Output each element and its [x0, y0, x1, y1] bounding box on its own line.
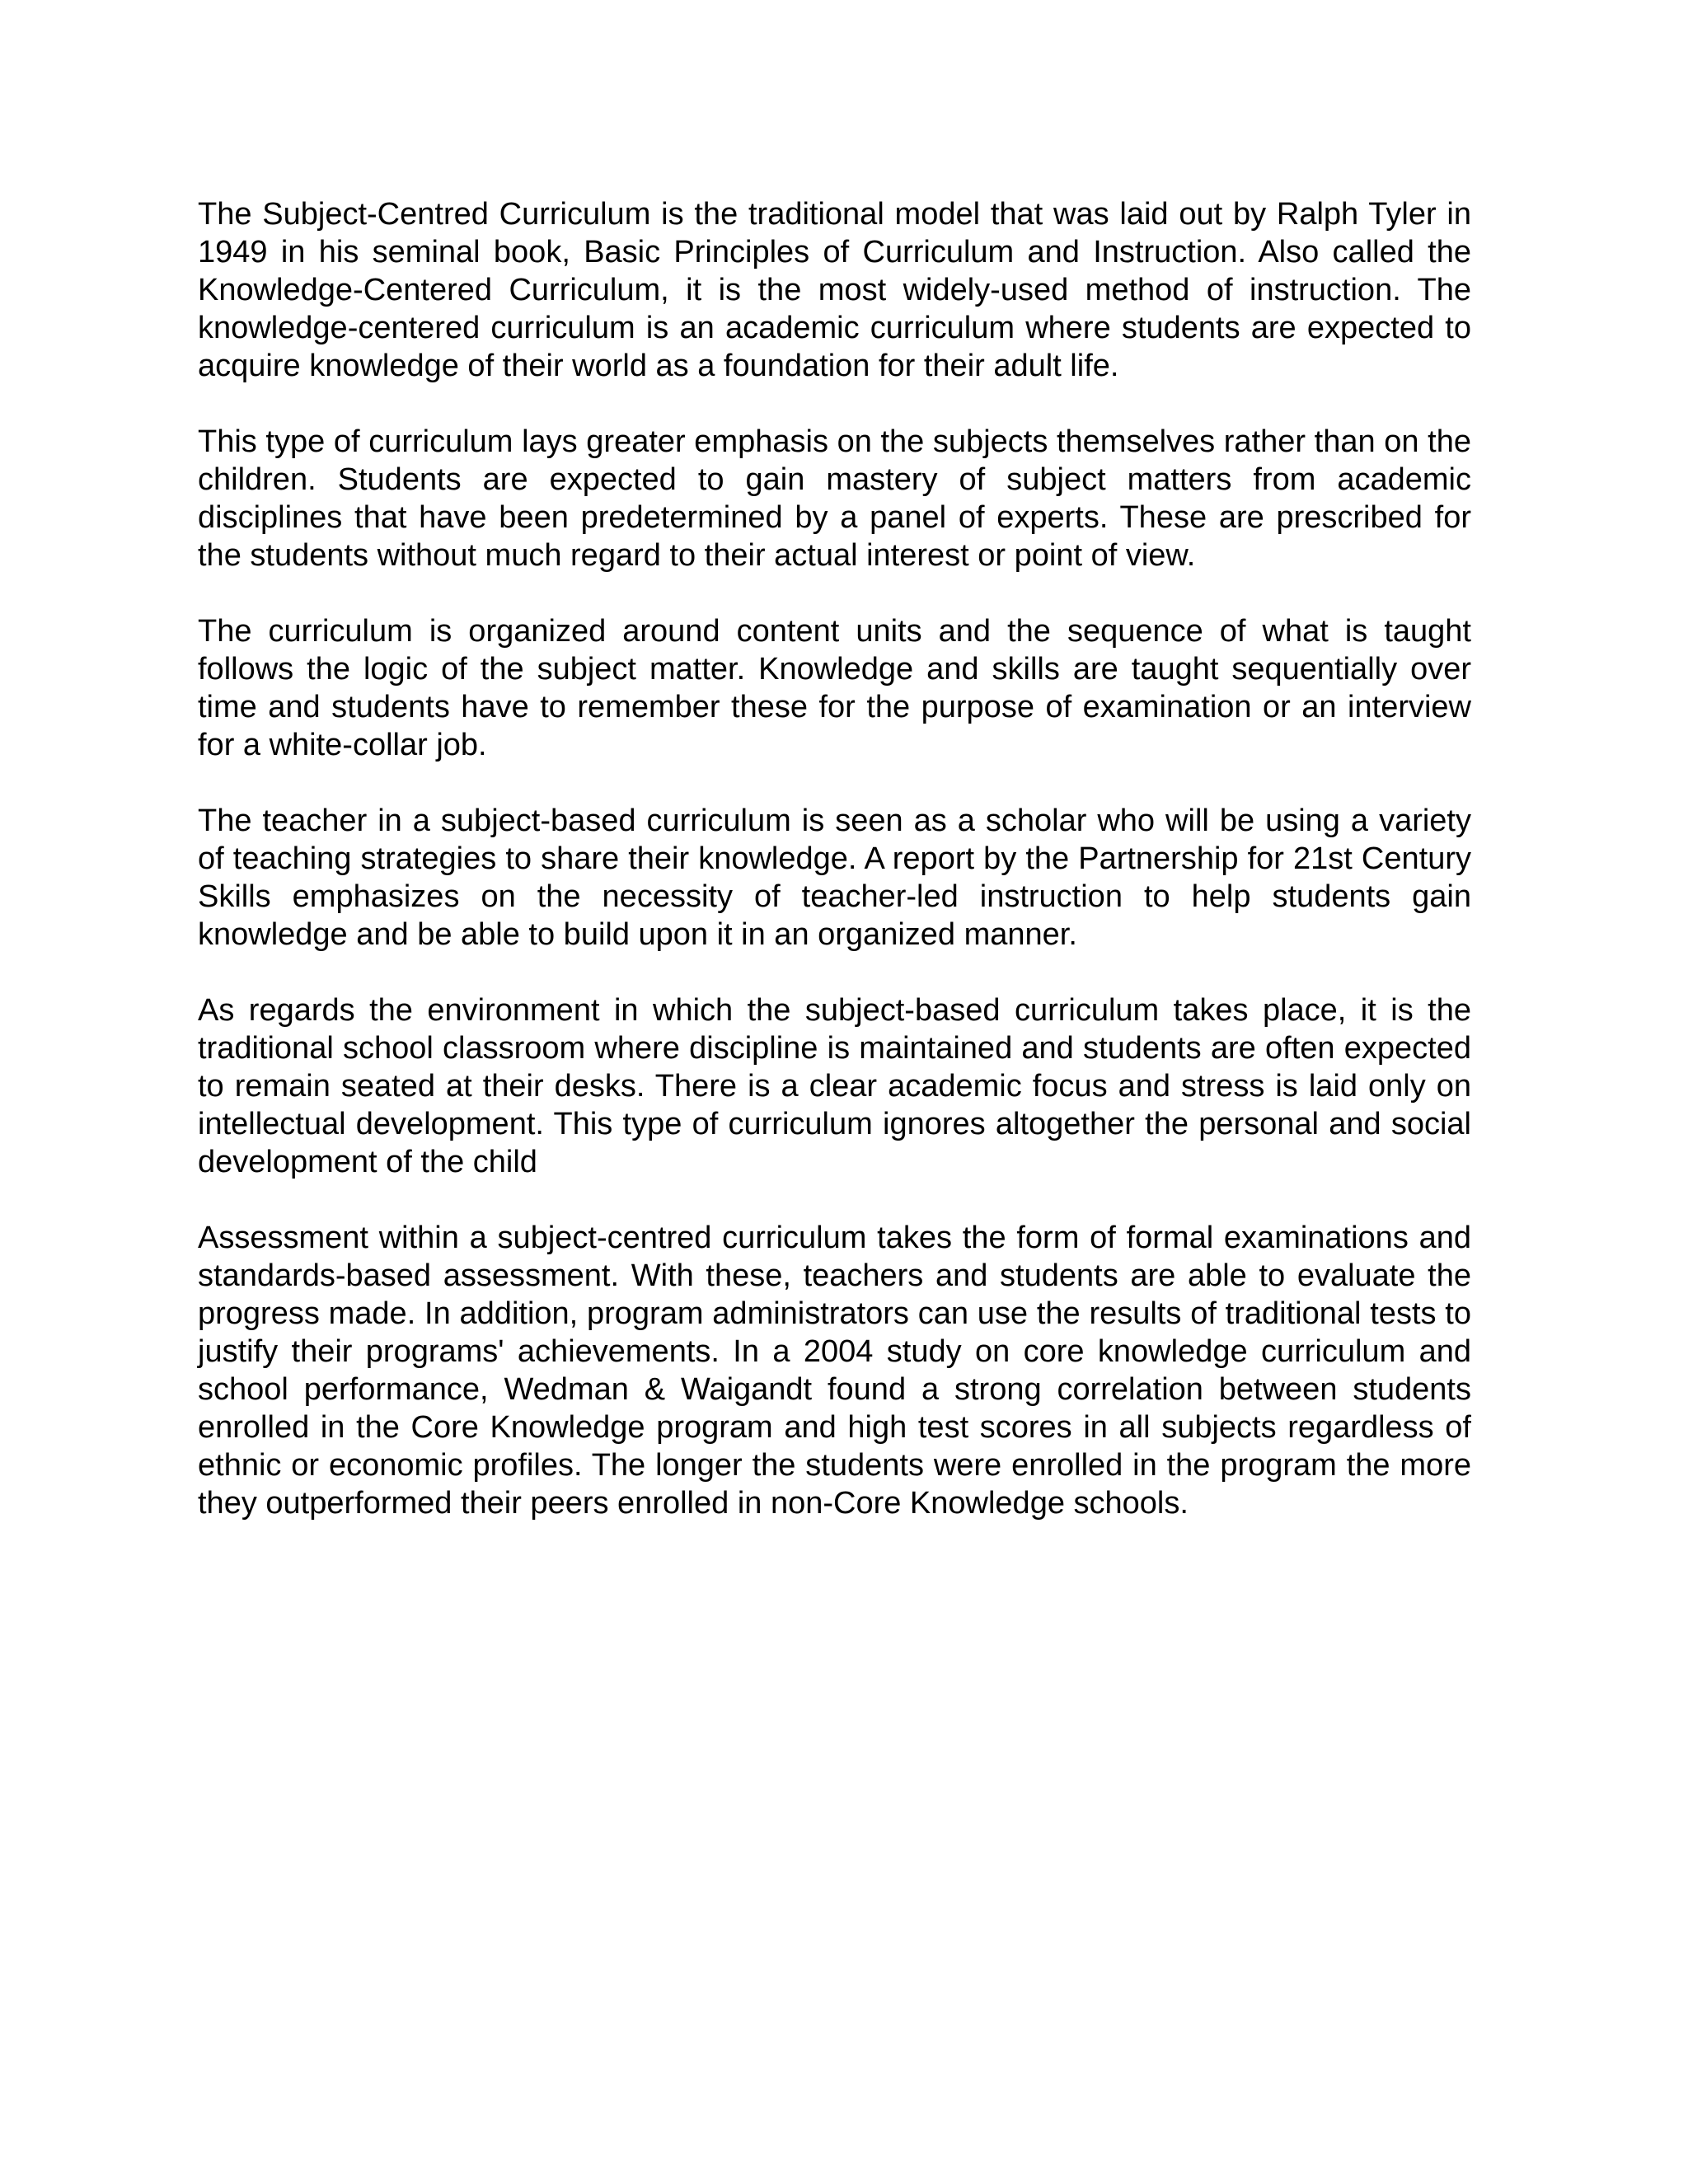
paragraph-2: This type of curriculum lays greater emphasis on the subjects themselves rather than on the children. Students are expected to gain mastery of subject matters from academic disciplines that have been predetermined by a panel of experts. These are prescribed for the students without much regard to their actual interest or point of view. [198, 424, 1471, 573]
paragraph-6: Assessment within a subject-centred curriculum takes the form of formal examinations and standards-based assessment. With these, teachers and students are able to evaluate the progress made. In addition, program administrators can use the results of traditional tests to justify their programs' achievements. In a 2004 study on core knowledge curriculum and school performance, Wedman & Waigandt found a strong correlation between students enrolled in the Core Knowledge program and high test scores in all subjects regardless of ethnic or economic profiles. The longer the students were enrolled in the program the more they outperformed their peers enrolled in non-Core Knowledge schools. [198, 1221, 1471, 1521]
paragraph-3: The curriculum is organized around content units and the sequence of what is taught follows the logic of the subject matter. Knowledge and skills are taught sequentially over time and students have to remember these for the purpose of examination or an interview for a white-collar job. [198, 614, 1471, 762]
document-body [198, 195, 1471, 1522]
paragraph-4: The teacher in a subject-based curriculum is seen as a scholar who will be using a variety of teaching strategies to share their knowledge. A report by the Partnership for 21st Century Skills emphasizes on the necessity of teacher-led instruction to help students gain knowledge and be able to build upon it in an organized manner. [198, 804, 1471, 952]
paragraph-5: As regards the environment in which the subject-based curriculum takes place, it is the traditional school classroom where discipline is maintained and students are often expected to remain seated at their desks. There is a clear academic focus and stress is laid only on intellectual development. This type of curriculum ignores altogether the personal and social development of the child [198, 993, 1471, 1179]
paragraph-1: The Subject-Centred Curriculum is the traditional model that was laid out by Ralph Tyler in 1949 in his seminal book, Basic Principles of Curriculum and Instruction. Also called the Knowledge-Centered Curriculum, it is the most widely-used method of instruction. The knowledge-centered curriculum is an academic curriculum where students are expected to acquire knowledge of their world as a foundation for their adult life. [198, 197, 1471, 383]
